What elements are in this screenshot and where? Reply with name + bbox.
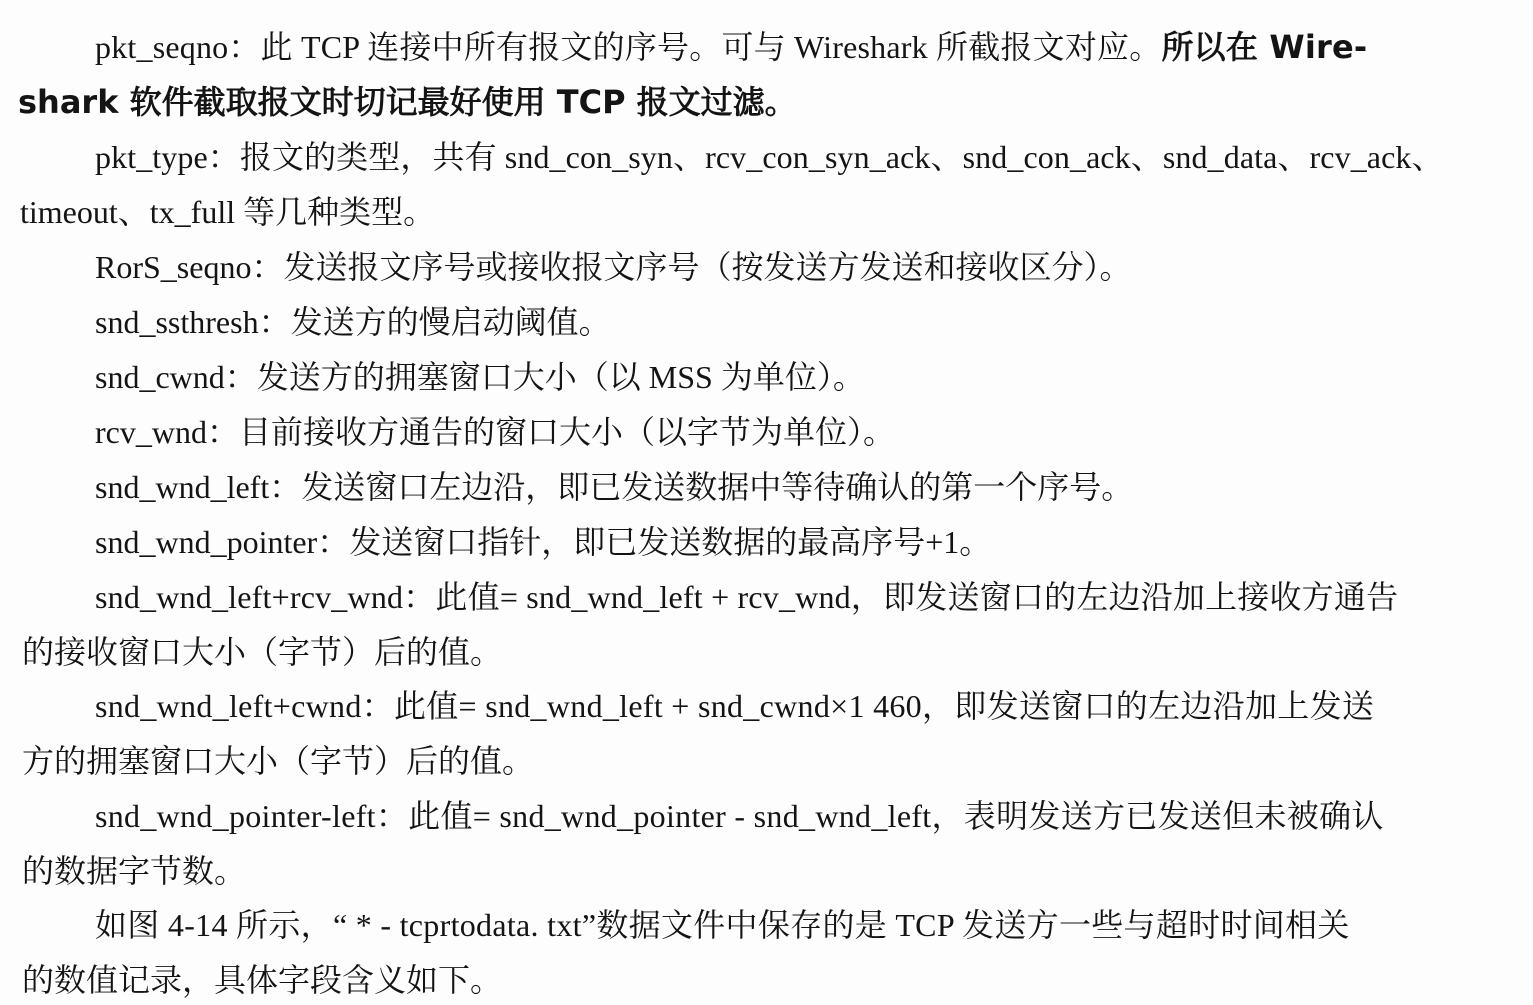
text-segment: pkt_type：报文的类型，共有 snd_con_syn、rcv_con_syn_ack、snd_con_ack、snd_data、rcv_ack、 (95, 139, 1444, 175)
text-segment: snd_wnd_left+rcv_wnd：此值= snd_wnd_left + rcv_wnd，即发送窗口的左边沿加上接收方通告 (95, 579, 1399, 615)
paragraph-figure-4-14-line-2 (22, 960, 502, 1000)
text-segment: snd_wnd_pointer：发送窗口指针，即已发送数据的最高序号+1。 (95, 524, 992, 560)
paragraph-snd-cwnd (95, 357, 865, 397)
paragraph-snd-wnd-left (95, 467, 1133, 507)
text-segment: 方的拥塞窗口大小（字节）后的值。 (22, 743, 535, 779)
text-segment: timeout、tx_full 等几种类型。 (20, 194, 436, 230)
paragraph-pkt-seqno-line-2 (18, 82, 797, 122)
text-segment: 的数据字节数。 (22, 853, 247, 889)
text-segment: snd_ssthresh：发送方的慢启动阈值。 (95, 304, 611, 340)
text-segment: pkt_seqno：此 TCP 连接中所有报文的序号。可与 Wireshark 所截报文对应。 (95, 29, 1162, 65)
bold-text-segment: shark 软件截取报文时切记最好使用 TCP 报文过滤。 (18, 83, 797, 121)
text-segment: snd_cwnd：发送方的拥塞窗口大小（以 MSS 为单位）。 (95, 359, 865, 395)
text-segment: snd_wnd_left+cwnd：此值= snd_wnd_left + snd_cwnd×1 460，即发送窗口的左边沿加上发送 (95, 688, 1375, 724)
text-segment: 的数值记录，具体字段含义如下。 (22, 962, 503, 998)
paragraph-pkt-type-line-2 (20, 192, 435, 232)
text-segment: 如图 4-14 所示，“ * - tcprtodata. txt”数据文件中保存的是 TCP 发送方一些与超时时间相关 (95, 907, 1350, 943)
paragraph-snd-wnd-pointer (95, 522, 991, 562)
paragraph-pkt-type-line-1 (95, 137, 1444, 177)
paragraph-left-plus-cwnd-line-2 (22, 741, 534, 781)
paragraph-left-plus-rcv-wnd-line-1 (95, 577, 1398, 617)
paragraph-left-plus-cwnd-line-1 (95, 686, 1374, 726)
paragraph-rors-seqno (95, 247, 1131, 287)
text-segment: snd_wnd_left：发送窗口左边沿，即已发送数据中等待确认的第一个序号。 (95, 469, 1134, 505)
text-segment: rcv_wnd：目前接收方通告的窗口大小（以字节为单位）。 (95, 414, 895, 450)
text-segment: 的接收窗口大小（字节）后的值。 (22, 634, 503, 670)
paragraph-pointer-left-line-1 (95, 796, 1384, 836)
paragraph-pointer-left-line-2 (22, 851, 246, 891)
text-segment: snd_wnd_pointer-left：此值= snd_wnd_pointer - snd_wnd_left，表明发送方已发送但未被确认 (95, 798, 1384, 834)
paragraph-rcv-wnd (95, 412, 895, 452)
paragraph-pkt-seqno-line-1 (95, 27, 1367, 67)
text-segment: RorS_seqno：发送报文序号或接收报文序号（按发送方发送和接收区分）。 (95, 249, 1132, 285)
bold-text-segment: 所以在 Wire- (1161, 28, 1368, 66)
paragraph-figure-4-14-line-1 (95, 905, 1350, 945)
paragraph-left-plus-rcv-wnd-line-2 (22, 632, 502, 672)
paragraph-snd-ssthresh (95, 302, 611, 342)
